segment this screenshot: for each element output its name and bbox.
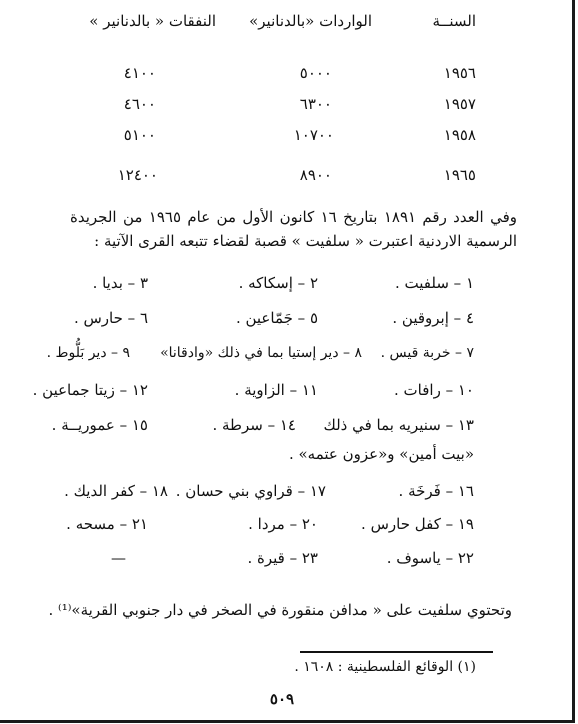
table-row-1-year: ١٩٥٦ xyxy=(443,64,476,82)
village-5: ٥ – جَمّاعين . xyxy=(235,309,318,327)
intro-paragraph: وفي العدد رقم ١٨٩١ بتاريخ ١٦ كانون الأول من عام ١٩٦٥ من الجريدة الرسمية الاردنية اعتبرت « سلفيت » قصبة لقضاء تتبعه القرى الآتية : xyxy=(70,208,517,250)
village-4: ٤ – إبروقين . xyxy=(392,309,474,327)
village-17: ١٧ – قراوي بني حسان . xyxy=(175,482,326,500)
village-2: ٢ – إسكاكه . xyxy=(238,274,318,292)
footnote-rule xyxy=(300,651,493,653)
table-row-1-expenses: ٤١٠٠ xyxy=(123,64,156,82)
closing-sentence: وتحتوي سلفيت على « مدافن منقورة في الصخر في دار جنوبي القرية»⁽¹⁾ . xyxy=(48,601,512,619)
village-1: ١ – سلفيت . xyxy=(394,274,474,292)
table-row-3-revenue: ١٠٧٠٠ xyxy=(293,126,334,144)
table-row-2-revenue: ٦٣٠٠ xyxy=(299,95,332,113)
table-header-revenue: الواردات «بالدنانير» xyxy=(249,12,372,30)
table-header-year: السنــة xyxy=(432,12,476,30)
village-23: ٢٣ – قيرة . xyxy=(247,549,318,567)
village-empty-dash: — xyxy=(111,549,126,567)
village-13: ١٣ – سنيريه بما في ذلك xyxy=(323,416,474,434)
village-10: ١٠ – رافات . xyxy=(394,381,474,399)
table-row-2-expenses: ٤٦٠٠ xyxy=(123,95,156,113)
village-14: ١٤ – سرطة . xyxy=(212,416,296,434)
table-row-3-year: ١٩٥٨ xyxy=(443,126,476,144)
table-row-4-year: ١٩٦٥ xyxy=(443,166,476,184)
village-9: ٩ – دير بَلُّوط . xyxy=(46,345,130,361)
table-header-expenses: النفقات « بالدنانير » xyxy=(89,12,216,30)
footnote: (١) الوقائع الفلسطينية : ١٦٠٨ . xyxy=(294,659,476,675)
village-11: ١١ – الزاوية . xyxy=(234,381,318,399)
table-row-4-revenue: ٨٩٠٠ xyxy=(299,166,332,184)
village-21: ٢١ – مسحه . xyxy=(66,515,148,533)
table-row-4-expenses: ١٢٤٠٠ xyxy=(117,166,158,184)
village-20: ٢٠ – مردا . xyxy=(248,515,318,533)
village-7: ٧ – خربة قيس . xyxy=(380,345,474,361)
village-22: ٢٢ – ياسوف . xyxy=(386,549,474,567)
table-row-2-year: ١٩٥٧ xyxy=(443,95,476,113)
village-19: ١٩ – كفل حارس . xyxy=(361,515,474,533)
table-row-1-revenue: ٥٠٠٠ xyxy=(299,64,332,82)
village-13-continuation: «بيت أمين» و«عزون عتمه» . xyxy=(288,445,474,463)
village-12: ١٢ – زيتا جماعين . xyxy=(32,381,148,399)
village-3: ٣ – بديا . xyxy=(92,274,148,292)
village-15: ١٥ – عموريــة . xyxy=(51,416,148,434)
village-8: ٨ – دير إستيا بما في ذلك «وادقانا» xyxy=(160,345,362,361)
page-number: ٥٠٩ xyxy=(269,690,295,708)
village-16: ١٦ – فَرخَة . xyxy=(398,482,474,500)
table-row-3-expenses: ٥١٠٠ xyxy=(123,126,156,144)
village-18: ١٨ – كفر الديك . xyxy=(64,482,168,500)
village-6: ٦ – حارس . xyxy=(73,309,148,327)
